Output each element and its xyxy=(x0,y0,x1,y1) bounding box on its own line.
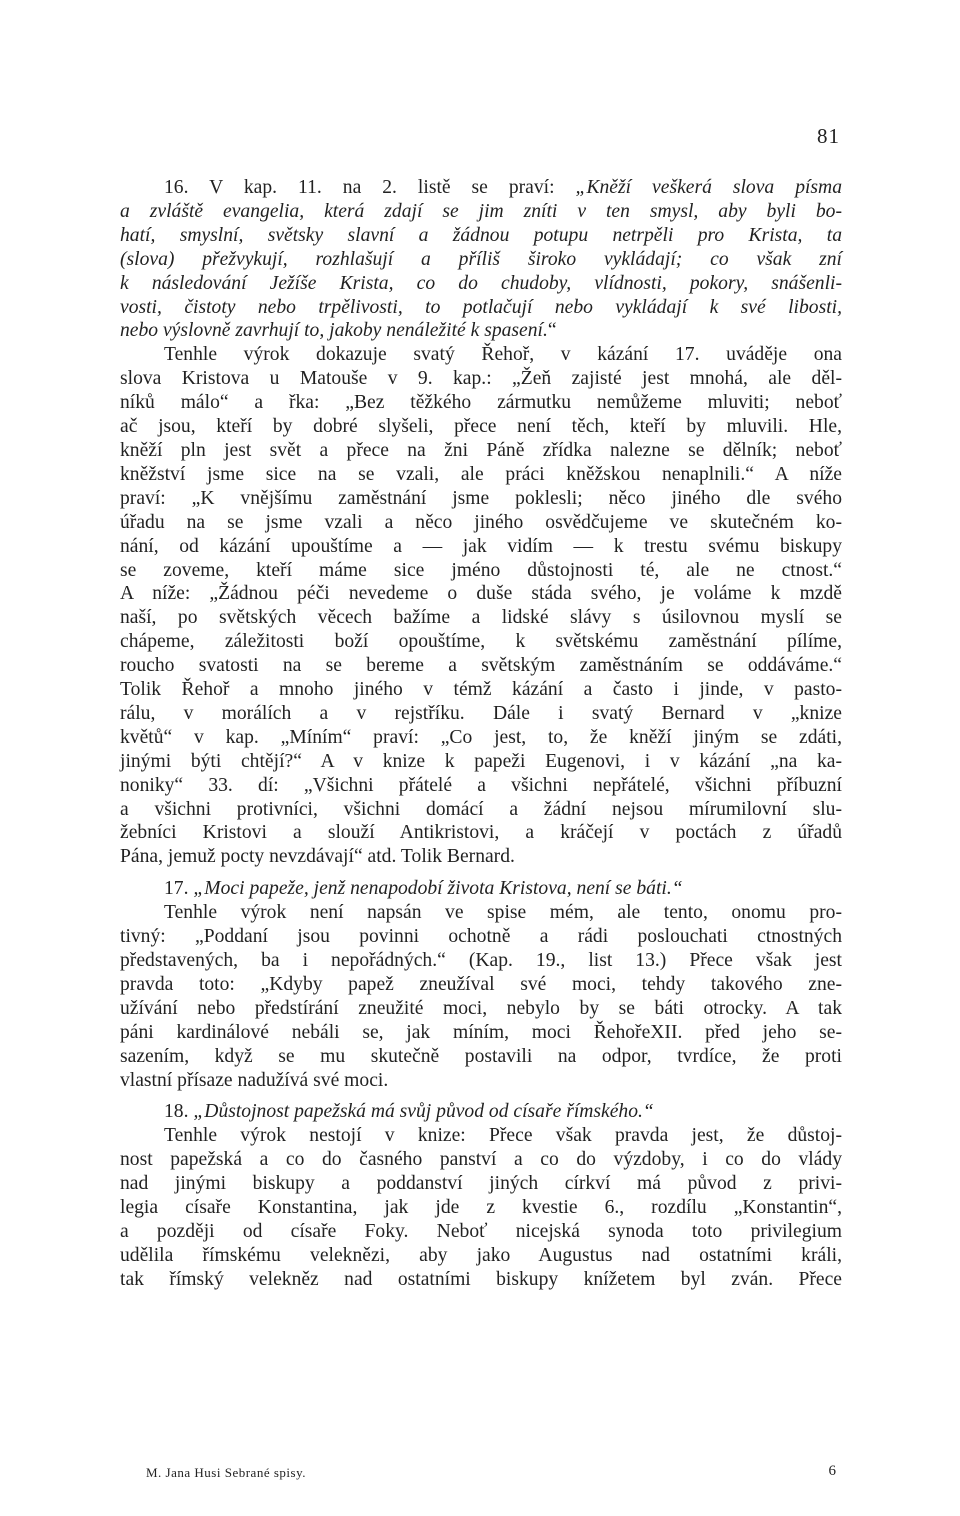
italic-text: „Důstojnost papežská má svůj původ od císaře římského.“ xyxy=(193,1101,654,1123)
text-segment: Tenhle výrok dokazuje svatý Řehoř, v kázání 17. uváděje ona xyxy=(164,344,842,366)
text-line xyxy=(120,535,842,559)
text-segment: noniky“ 33. dí: „Všichni přátelé a všichni nepřátelé, všichni příbuzní xyxy=(120,774,842,796)
italic-text: „Moci papeže, jenž nenapodobí života Kristova, není se báti.“ xyxy=(193,878,683,900)
text-line xyxy=(120,1148,842,1172)
text-segment: páni kardinálové nebáli se, jak míním, moci ŘehořeXII. před jeho se- xyxy=(120,1021,842,1043)
text-line xyxy=(120,798,842,822)
text-segment: nání, od kázání upouštíme a — jak vidím — k trestu svému biskupy xyxy=(120,535,842,557)
text-line xyxy=(120,272,842,296)
text-segment: Tolik Řehoř a mnoho jiného v témž kázání a často i jinde, v pasto- xyxy=(120,679,842,701)
text-line xyxy=(120,845,842,869)
text-line xyxy=(120,821,842,845)
text-line xyxy=(120,702,842,726)
text-line xyxy=(120,949,842,973)
text-line xyxy=(120,877,842,901)
text-segment: udělila římskému veleknězi, aby jako Augustus nad ostatními králi, xyxy=(120,1244,842,1266)
text-segment: 17. xyxy=(164,878,194,900)
text-line xyxy=(120,367,842,391)
text-segment: A níže: „Žádnou péči nevedeme o duše stáda svého, je voláme k mzdě xyxy=(120,583,842,605)
text-line xyxy=(120,973,842,997)
footer-book-title: M. Jana Husi Sebrané spisy. xyxy=(146,1465,306,1480)
text-segment: Tenhle výrok nestojí v knize: Přece však pravda jest, že důstoj- xyxy=(164,1125,842,1147)
text-segment: legia císaře Konstantina, jak jde z kvestie 6., rozdílu „Konstantin“, xyxy=(120,1197,842,1219)
text-segment: tak římský velekněz nad ostatními biskupy knížetem byl zván. Přece xyxy=(120,1268,842,1290)
text-line xyxy=(120,1220,842,1244)
text-line xyxy=(120,750,842,774)
text-segment: 16. V kap. 11. na 2. listě se praví: xyxy=(164,177,576,198)
text-segment: 18. xyxy=(164,1101,194,1123)
text-segment: pravda toto: „Kdyby papež zneužíval své moci, tehdy takového zne- xyxy=(120,973,842,995)
text-line xyxy=(120,630,842,654)
text-line xyxy=(120,176,842,200)
text-segment: a později od císaře Foky. Neboť nicejská synoda toto privilegium xyxy=(120,1220,842,1242)
text-segment: úřadu na se jsme vzali a něco jiného osvědčujeme ve skutečném ko- xyxy=(120,511,842,533)
text-segment: užívání nebo předstírání zneužité moci, nebylo by se báti otrocky. A tak xyxy=(120,997,842,1019)
text-segment: vlastní přísaze nadužívá své moci. xyxy=(120,1069,389,1091)
text-line xyxy=(120,678,842,702)
italic-text: hatí, smyslní, světsky slavní a žádnou potupu netrpěli pro Krista, ta xyxy=(120,224,842,246)
text-line xyxy=(120,1045,842,1069)
text-line xyxy=(120,1124,842,1148)
italic-text: nebo výslovně zavrhují to, jakoby nenáležité k spasení. xyxy=(120,320,548,342)
text-segment: kněží pln jest svět a přece na žni Páně zřídka nalezne se dělník; neboť xyxy=(120,439,842,461)
text-segment: nost papežská a co do časného panství a co do výzdoby, i co do vlády xyxy=(120,1149,842,1171)
text-line xyxy=(120,343,842,367)
text-segment: žebníci Kristovi a slouží Antikristovi, a kráčejí v poctách z úřadů xyxy=(120,822,842,844)
italic-text: „Kněží veškerá slova písma xyxy=(575,177,843,198)
text-segment: a všichni protivníci, všichni domácí a žádní nejsou mírumilovní slu- xyxy=(120,798,842,820)
text-line xyxy=(120,654,842,678)
text-segment: tivný: „Poddaní jsou povinni ochotně a rádi poslouchati ctnostných xyxy=(120,926,842,948)
text-line xyxy=(120,774,842,798)
text-segment: “ xyxy=(547,320,557,342)
text-segment: se zoveme, kteří máme sice jméno důstojnosti té, ale ne ctnost.“ xyxy=(120,559,842,581)
text-segment: představených, ba i nepořádných.“ (Kap. 19., list 13.) Přece však jest xyxy=(120,950,842,971)
text-line xyxy=(120,224,842,248)
text-line xyxy=(120,1244,842,1268)
body-text xyxy=(120,176,842,1292)
text-line xyxy=(120,1268,842,1292)
text-line xyxy=(120,319,842,343)
text-line xyxy=(120,1069,842,1093)
text-segment: jinými býti chtějí?“ A v knize k papeži Eugenovi, i v kázání „na ka- xyxy=(120,750,842,772)
text-line xyxy=(120,391,842,415)
text-line xyxy=(120,997,842,1021)
text-line xyxy=(120,901,842,925)
text-segment: květů“ v kap. „Míním“ praví: „Co jest, to, že kněží jiným se zdáti, xyxy=(120,726,842,748)
text-segment: níků málo“ a řka: „Bez těžkého zármutku nemůžeme mluviti; neboť xyxy=(120,392,842,414)
text-line xyxy=(120,1172,842,1196)
italic-text: (slova) přežvykují, rozhlašují a příliš široko vykládají; co však zní xyxy=(120,248,842,270)
text-line xyxy=(120,1196,842,1220)
text-segment: Pána, jemuž pocty nevzdávají“ atd. Tolik Bernard. xyxy=(120,846,515,868)
text-segment: kněžství jsme sice na se vzali, ale práci kněžskou nenaplnili.“ A níže xyxy=(120,463,842,485)
text-segment: slova Kristova u Matouše v 9. kap.: „Žeň zajisté jest mnohá, ale děl- xyxy=(120,368,842,390)
text-segment: sazením, když se mu skutečně postavili na odpor, tvrdíce, že proti xyxy=(120,1045,842,1067)
text-line xyxy=(120,296,842,320)
text-segment: ač jsou, kteří by dobré slyšeli, přece není těch, kteří by mluvili. Hle, xyxy=(120,416,842,438)
text-segment: nad jinými biskupy a poddanství jiných církví má původ z privi- xyxy=(120,1173,842,1195)
text-segment: Tenhle výrok není napsán ve spise mém, ale tento, onomu pro- xyxy=(164,902,842,924)
text-line xyxy=(120,1021,842,1045)
text-line xyxy=(120,559,842,583)
text-line xyxy=(120,582,842,606)
text-segment: naší, po světských věcech bažíme a lidské slávy s úsilovnou myslí se xyxy=(120,607,842,629)
text-line xyxy=(120,439,842,463)
text-line xyxy=(120,925,842,949)
text-line xyxy=(120,726,842,750)
text-segment: rálu, v morálích a v rejstříku. Dále i svatý Bernard v „knize xyxy=(120,702,842,724)
italic-text: vosti, čistoty nebo trpělivosti, to potlačují nebo vykládají k své libosti, xyxy=(120,296,842,318)
footer-signature-mark: 6 xyxy=(828,1463,836,1479)
text-segment: praví: „K vnějšímu zaměstnání jsme poklesli; něco jiného dle svého xyxy=(120,487,842,509)
text-segment: roucho svatosti na se bereme a světským zaměstnáním se oddáváme.“ xyxy=(120,655,842,677)
italic-text: a zvláště evangelia, která zdají se jim zníti v ten smysl, aby byli bo- xyxy=(120,200,842,222)
text-line xyxy=(120,415,842,439)
text-line xyxy=(120,1100,842,1124)
text-line xyxy=(120,248,842,272)
italic-text: k následování Ježíše Krista, co do chudoby, vlídnosti, pokory, snášenli- xyxy=(120,272,842,294)
text-segment: chápeme, záležitosti boží opouštíme, k světskému zaměstnání pílíme, xyxy=(120,631,842,653)
text-line xyxy=(120,463,842,487)
text-line xyxy=(120,606,842,630)
text-line xyxy=(120,511,842,535)
text-line xyxy=(120,487,842,511)
text-line xyxy=(120,200,842,224)
page-number: 81 xyxy=(817,124,840,148)
